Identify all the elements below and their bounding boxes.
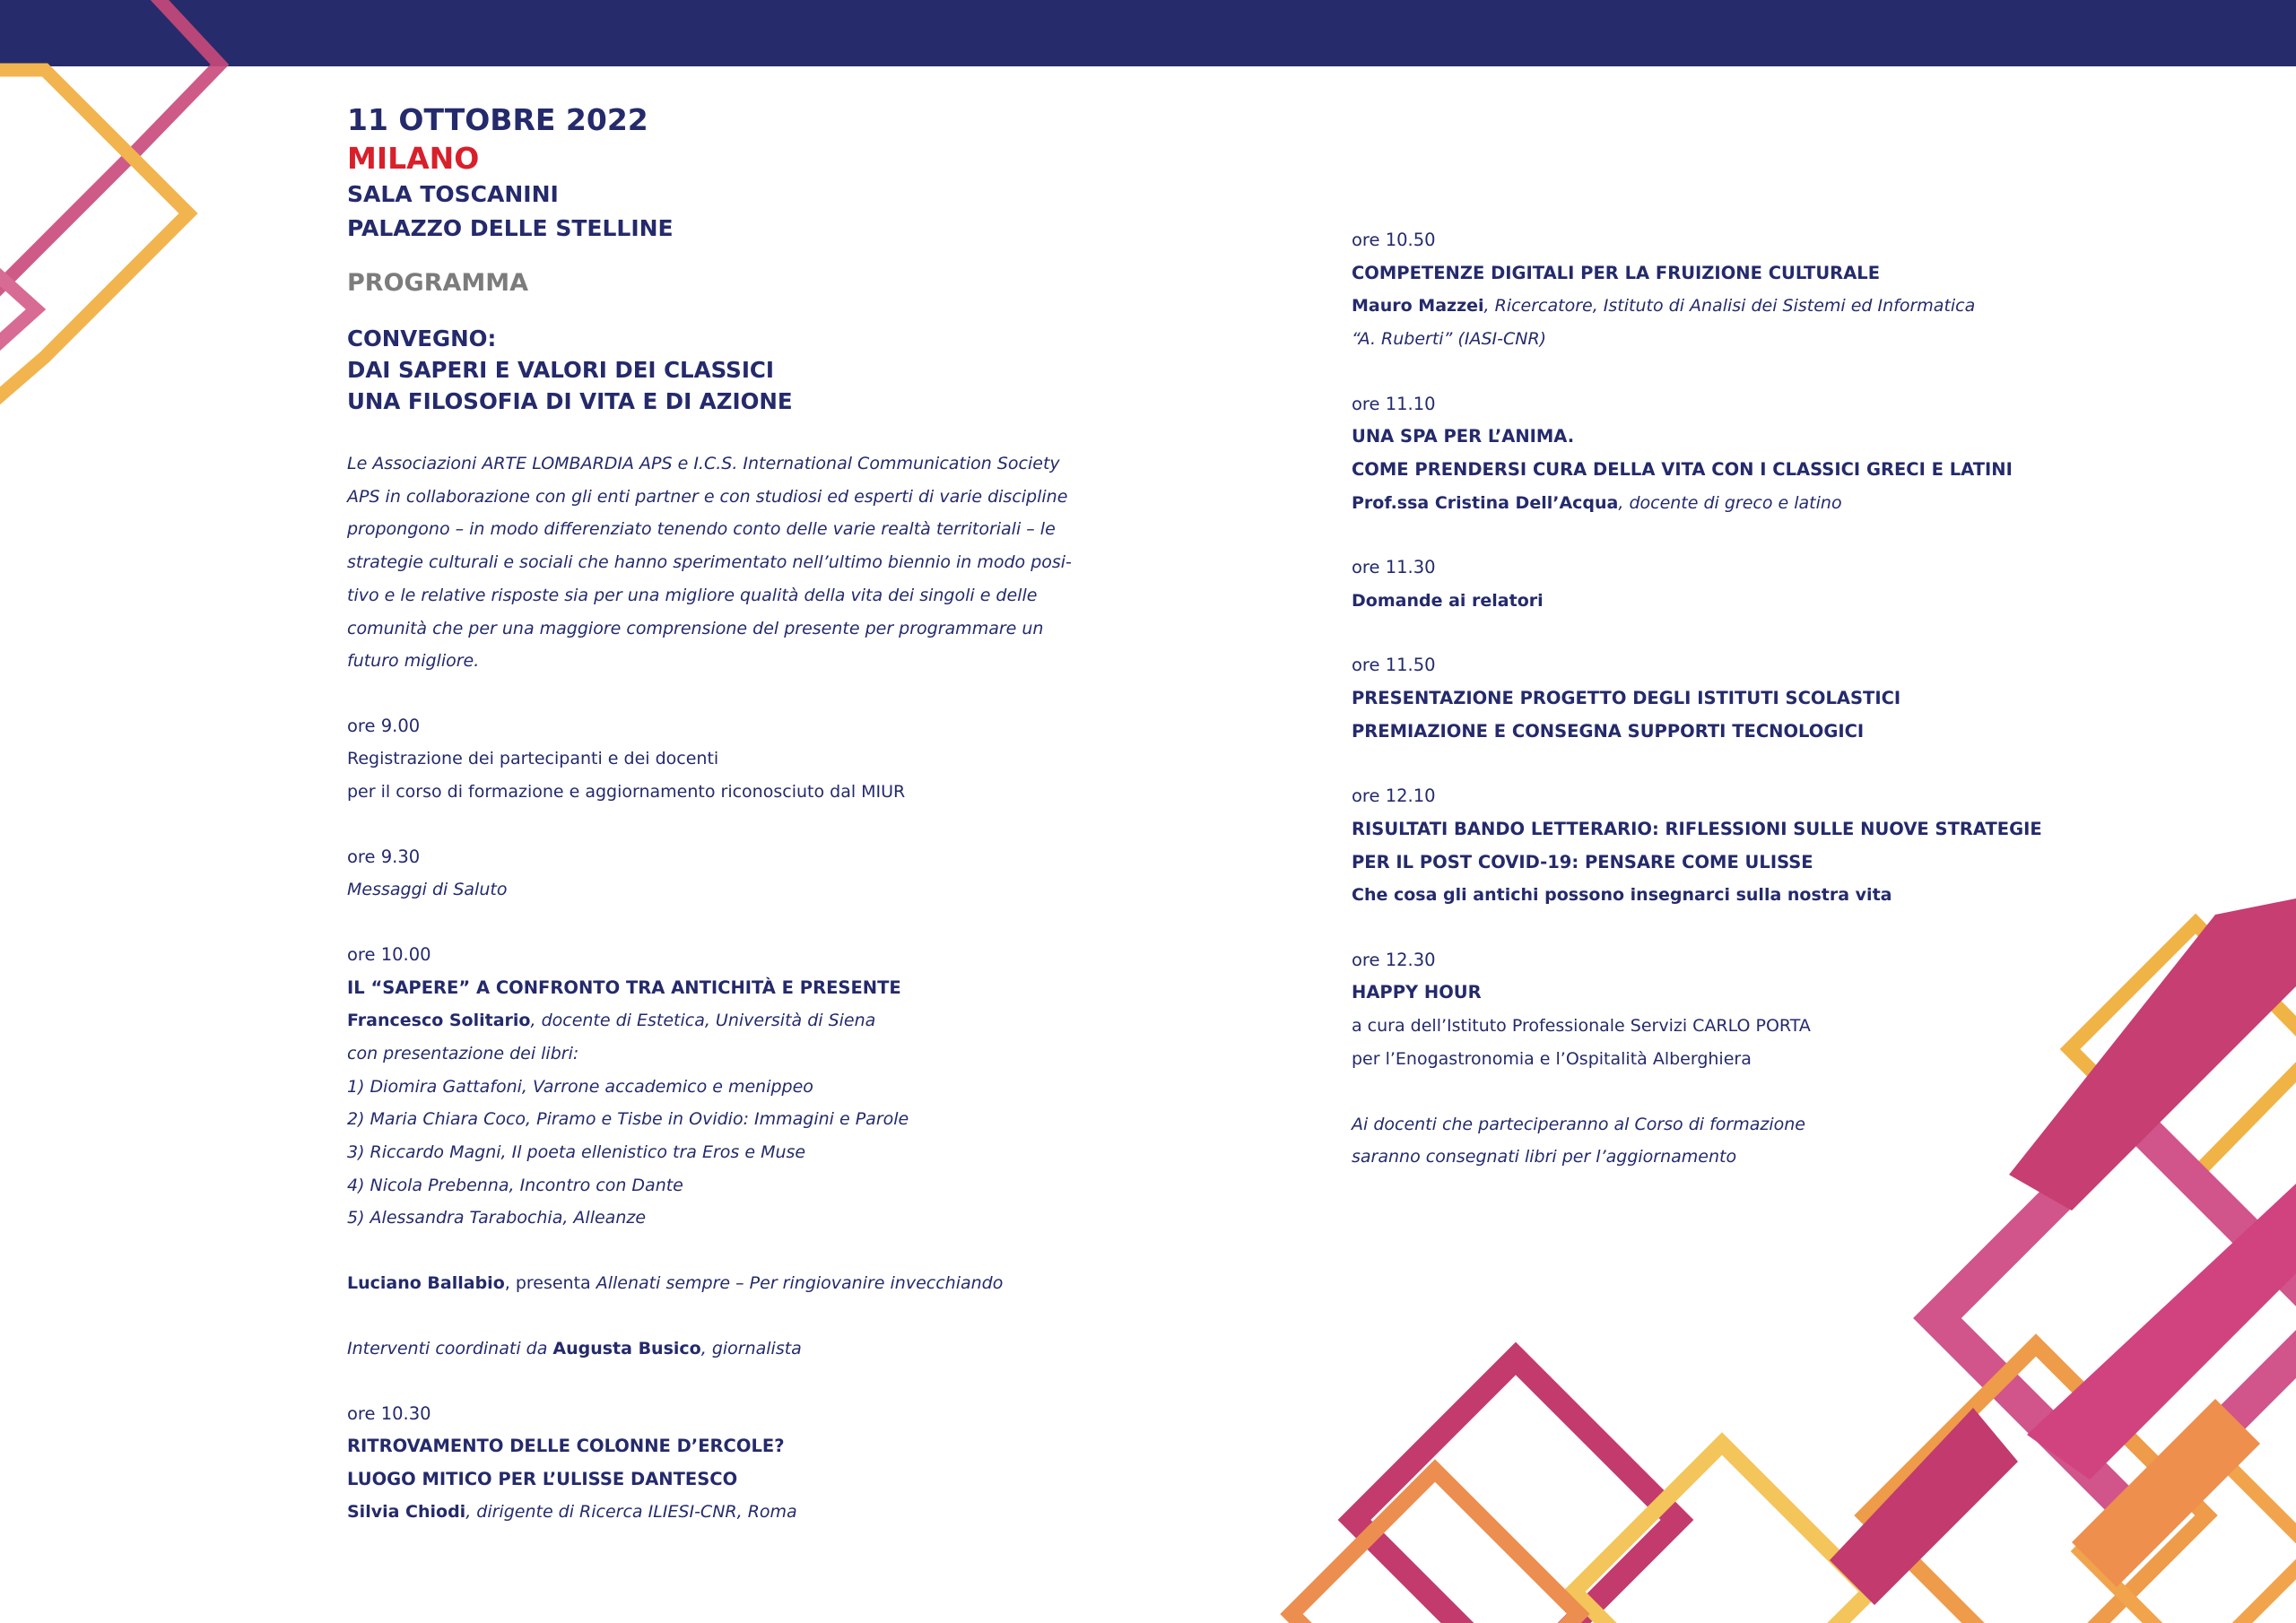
ballabio-line [347,1267,1109,1300]
program-time: ore 11.10 [1352,393,1436,414]
speaker-line [347,1004,1109,1037]
speaker-name: Francesco Solitario [347,1011,531,1031]
speaker-role: , docente di greco e latino [1618,492,1842,513]
speaker-line [347,1496,1109,1529]
program-title: IL “SAPERE” A CONFRONTO TRA ANTICHITÀ E PRESENTE [347,976,901,998]
intro-line: tivo e le relative risposte sia per una migliore qualità della vita dei singoli e delle [347,585,1038,605]
conference-title-line: UNA FILOSOFIA DI VITA E DI AZIONE [347,388,793,414]
deco-band-br-pink [2027,1184,2296,1480]
program-item-1110 [1352,388,2114,520]
intro-line: strategie culturali e sociali che hanno sperimentato nell’ultimo biennio in modo posi- [347,552,1072,573]
conference-title-line: DAI SAPERI E VALORI DEI CLASSICI [347,357,775,383]
program-text: Registrazione dei partecipanti e dei docenti [347,749,719,769]
conference-title [347,323,1109,417]
program-time: ore 11.30 [1352,557,1436,578]
speaker-role: , docente di Estetica, Università di Siena [530,1011,876,1031]
spacer [347,1235,1109,1267]
right-column [1352,224,2114,1174]
books-intro: con presentazione dei libri: [347,1043,579,1063]
program-time: ore 11.50 [1352,655,1436,676]
book-item: 1) Diomira Gattafoni, Varrone accademico e menippeo [347,1076,813,1097]
program-title: RISULTATI BANDO LETTERARIO: RIFLESSIONI SULLE NUOVE STRATEGIE [1352,818,2042,839]
speaker-role-2: “A. Ruberti” (IASI-CNR) [1352,328,1547,349]
book-item: 4) Nicola Prebenna, Incontro con Dante [347,1175,683,1195]
note-line: Ai docenti che parteciperanno al Corso di formazione [1352,1114,1805,1134]
speaker-name: Silvia Chiodi [347,1502,466,1523]
program-time: ore 12.10 [1352,785,1436,807]
program-title: RITROVAMENTO DELLE COLONNE D’ERCOLE? [347,1436,785,1457]
program-item-1130 [1352,551,2114,617]
coord-suffix: , giornalista [700,1338,802,1358]
venue-line: PALAZZO DELLE STELLINE [347,215,674,241]
intro-line: futuro migliore. [347,651,480,672]
program-item-1210 [1352,780,2114,912]
program-text: a cura dell’Istituto Professionale Servizi CARLO PORTA [1352,1016,1811,1037]
conference-title-line: CONVEGNO: [347,325,497,352]
program-item-1000 [347,939,1109,1366]
program-title: LUOGO MITICO PER L’ULISSE DANTESCO [347,1468,738,1489]
program-item-1230 [1352,944,2114,1076]
program-item-1030 [347,1398,1109,1530]
spacer [347,1300,1109,1332]
program-time: ore 10.00 [347,944,431,966]
intro-line: APS in collaborazione con gli enti partner e con studiosi ed esperti di varie discipline [347,486,1068,507]
speaker-role: , dirigente di Ricerca ILIESI-CNR, Roma [465,1502,797,1523]
program-title: HAPPY HOUR [1352,982,1482,1003]
book-item: 3) Riccardo Magni, Il poeta ellenistico tra Eros e Muse [347,1142,806,1163]
speaker-line [1352,290,2114,323]
intro-paragraph [347,447,1109,678]
teachers-note [1352,1108,2114,1174]
program-title: PER IL POST COVID-19: PENSARE COME ULISSE [1352,851,1813,872]
program-text: Messaggi di Saluto [347,880,508,900]
speaker-role: , Ricercatore, Istituto di Analisi dei Sistemi ed Informatica [1483,296,1976,317]
program-item-1150 [1352,649,2114,748]
event-date: 11 OTTOBRE 2022 [347,102,648,137]
speaker-name: Luciano Ballabio [347,1273,505,1294]
program-title: UNA SPA PER L’ANIMA. [1352,426,1575,447]
speaker-name: Mauro Mazzei [1352,296,1484,317]
book-item: 5) Alessandra Tarabochia, Alleanze [347,1208,647,1228]
ballabio-mid: , presenta [504,1273,596,1294]
coordinator-line [347,1332,1109,1366]
program-subtitle: Che cosa gli antichi possono insegnarci sulla nostra vita [1352,885,1892,906]
program-item-1050 [1352,224,2114,356]
program-time: ore 12.30 [1352,949,1436,970]
ballabio-book: Allenati sempre – Per ringiovanire invecchiando [596,1273,1004,1294]
deco-frame-tl-magenta [0,0,220,296]
speaker-name: Prof.ssa Cristina Dell’Acqua [1352,492,1619,513]
program-time: ore 10.50 [1352,230,1436,250]
program-title: PREMIAZIONE E CONSEGNA SUPPORTI TECNOLOGICI [1352,720,1865,742]
event-city: MILANO [347,141,480,176]
intro-line: comunità che per una maggiore comprensione del presente per programmare un [347,618,1044,638]
program-item-0930 [347,841,1109,907]
venue-line: SALA TOSCANINI [347,181,559,207]
section-heading: PROGRAMMA [347,269,529,297]
intro-line: propongono – in modo differenziato tenendo conto delle varie realtà territoriali – le [347,519,1056,540]
program-time: ore 10.30 [347,1402,431,1424]
program-title: PRESENTAZIONE PROGETTO DEGLI ISTITUTI SCOLASTICI [1352,687,1901,708]
speaker-line [1352,487,2114,520]
intro-line: Le Associazioni ARTE LOMBARDIA APS e I.C.S. International Communication Society [347,454,1060,473]
program-text: per il corso di formazione e aggiornamento riconosciuto dal MIUR [347,782,906,803]
program-item-0900 [347,710,1109,809]
book-item: 2) Maria Chiara Coco, Piramo e Tisbe in Ovidio: Immagini e Parole [347,1109,909,1130]
program-title: COMPETENZE DIGITALI PER LA FRUIZIONE CULTURALE [1352,262,1881,283]
program-title: COME PRENDERSI CURA DELLA VITA CON I CLASSICI GRECI E LATINI [1352,458,2013,480]
program-text: per l’Enogastronomia e l’Ospitalità Alberghiera [1352,1048,1752,1069]
program-title: Domande ai relatori [1352,590,1544,611]
program-time: ore 9.00 [347,715,421,736]
note-line: saranno consegnati libri per l’aggiornamento [1352,1147,1737,1167]
deco-frame-tl-pink [0,269,36,350]
program-time: ore 9.30 [347,846,421,867]
coord-prefix: Interventi coordinati da [347,1338,553,1358]
deco-frame-br-magenta [1354,1358,1677,1623]
coordinator-name: Augusta Busico [552,1338,701,1358]
left-column [347,100,1109,1529]
